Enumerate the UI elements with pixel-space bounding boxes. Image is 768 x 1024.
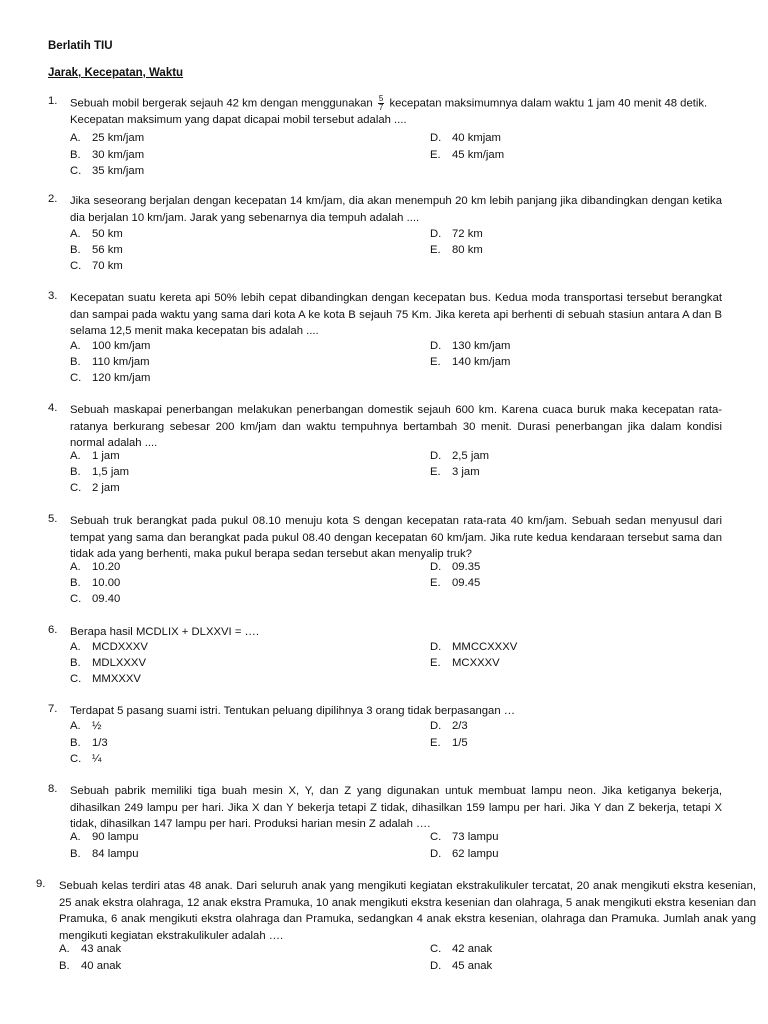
option-b[interactable] — [70, 464, 129, 480]
option-text: 50 km — [92, 228, 123, 240]
option-letter: C. — [70, 372, 82, 384]
question-number: 8. — [48, 783, 58, 795]
option-text: 25 km/jam — [92, 132, 145, 144]
question-text-part: Sebuah mobil bergerak sejauh 42 km dengan menggunakan — [70, 97, 373, 110]
option-text: 45 km/jam — [452, 149, 505, 161]
option-text: ½ — [92, 720, 102, 732]
option-letter: A. — [70, 228, 81, 240]
option-b[interactable] — [70, 735, 108, 751]
option-b[interactable] — [70, 242, 123, 258]
option-text: 40 anak — [81, 960, 122, 972]
option-text: 43 anak — [81, 943, 122, 955]
option-e[interactable] — [430, 575, 480, 591]
question-text: Terdapat 5 pasang suami istri. Tentukan peluang dipilihnya 3 orang tidak berpasangan … — [70, 705, 516, 717]
option-text: 10.20 — [92, 561, 121, 573]
option-letter: E. — [430, 466, 441, 478]
option-e[interactable] — [430, 735, 468, 751]
section-title: Jarak, Kecepatan, Waktu — [48, 67, 184, 79]
option-text: 70 km — [92, 260, 123, 272]
option-letter: A. — [59, 943, 70, 955]
option-letter: D. — [430, 641, 442, 653]
option-d[interactable] — [430, 559, 480, 575]
option-text: 2,5 jam — [452, 450, 490, 462]
document-title: Berlatih TIU — [48, 40, 113, 52]
option-text: 09.35 — [452, 561, 481, 573]
option-letter: A. — [70, 641, 81, 653]
option-a[interactable] — [70, 338, 150, 354]
option-d[interactable] — [430, 958, 492, 974]
option-text: 35 km/jam — [92, 165, 145, 177]
option-letter: C. — [70, 593, 82, 605]
option-b[interactable] — [59, 958, 121, 974]
option-letter: B. — [70, 737, 81, 749]
question-text: Sebuah maskapai penerbangan melakukan penerbangan domestik sejauh 600 km. Karena cuaca buruk maka kecepatan rata-ratanya berkurang sebesar 200 km/jam dan waktu tempuhnya bertambah 30 menit. Durasi penerbangan jika dalam kondisi normal adalah .... — [70, 404, 722, 449]
option-letter: D. — [430, 132, 442, 144]
option-a[interactable] — [70, 639, 148, 655]
option-e[interactable] — [430, 655, 500, 671]
option-text: 3 jam — [452, 466, 480, 478]
question-text: Sebuah kelas terdiri atas 48 anak. Dari seluruh anak yang mengikuti kegiatan ekstrakulikuler tercatat, 20 anak mengikuti ekstra kesenian, 25 anak ekstra olahraga, 12 anak ekstra Pramuka, 10 anak mengikuti ekstra kesenian dan olahraga, 5 anak mengikuti ekstra kesenian dan Pramuka, 6 anak mengikuti ekstra olahraga dan Pramuka, sedangkan 4 anak ekstra kesenian, olahraga dan Pramuka. Jumlah anak yang mengikuti kegiatan ekstrakulikuler adalah …. — [59, 880, 756, 942]
option-a[interactable] — [70, 130, 144, 146]
option-text: MMXXXV — [92, 673, 141, 685]
option-letter: D. — [430, 450, 442, 462]
option-e[interactable] — [430, 147, 504, 163]
option-text: 56 km — [92, 244, 123, 256]
option-b[interactable] — [70, 575, 120, 591]
option-text: 09.40 — [92, 593, 121, 605]
option-text: 1/5 — [452, 737, 468, 749]
question-text: Sebuah pabrik memiliki tiga buah mesin X, Y, dan Z yang digunakan untuk membuat lampu neon. Jika ketiganya bekerja, dihasilkan 249 lampu per hari. Jika X dan Y bekerja tetapi Z tidak, dihasilkan 159 lampu per hari. Jika Y dan Z bekerja, tetapi X tidak, dihasilkan 147 lampu per hari. Produksi harian mesin Z adalah …. — [70, 785, 722, 830]
question-text: Kecepatan suatu kereta api 50% lebih cepat dibandingkan dengan kecepatan bus. Kedua moda transportasi tersebut berangkat dan sampai pada waktu yang sama dari kota A ke kota B sejauh 75 Km. Jika kereta api berhenti di sebuah stasiun antara A dan B selama 12,5 menit maka kecepatan bis adalah .... — [70, 292, 722, 337]
option-text: 62 lampu — [452, 848, 499, 860]
option-letter: D. — [430, 848, 442, 860]
question-text — [70, 95, 768, 129]
option-letter: E. — [430, 657, 441, 669]
fraction-numerator: 5 — [378, 94, 384, 103]
question-number: 4. — [48, 402, 58, 414]
option-b[interactable] — [70, 147, 144, 163]
fraction-denominator: 7 — [378, 103, 384, 112]
question-text-part: kecepatan maksimumnya dalam waktu 1 jam 40 menit 48 detik. — [389, 97, 708, 110]
option-letter: C. — [430, 943, 442, 955]
question-number: 7. — [48, 703, 58, 715]
option-text: 130 km/jam — [452, 340, 511, 352]
option-b[interactable] — [70, 846, 138, 862]
option-text: 2 jam — [92, 482, 120, 494]
question-number: 5. — [48, 513, 58, 525]
option-text: 09.45 — [452, 577, 481, 589]
option-letter: E. — [430, 737, 441, 749]
option-text: MCXXXV — [452, 657, 500, 669]
option-text: 140 km/jam — [452, 356, 511, 368]
question-number: 1. — [48, 95, 58, 107]
option-c[interactable] — [70, 370, 150, 386]
option-text: 45 anak — [452, 960, 493, 972]
option-text: 1,5 jam — [92, 466, 130, 478]
option-e[interactable] — [430, 242, 483, 258]
option-letter: C. — [70, 165, 82, 177]
option-letter: B. — [70, 149, 81, 161]
option-c[interactable] — [70, 163, 144, 179]
option-text: 42 anak — [452, 943, 493, 955]
option-letter: E. — [430, 244, 441, 256]
option-text: MMCCXXXV — [452, 641, 518, 653]
option-text: 72 km — [452, 228, 483, 240]
option-text: MCDXXXV — [92, 641, 148, 653]
fraction — [378, 95, 384, 112]
option-letter: E. — [430, 149, 441, 161]
option-letter: A. — [70, 831, 81, 843]
option-text: 73 lampu — [452, 831, 499, 843]
option-letter: B. — [59, 960, 70, 972]
option-text: 120 km/jam — [92, 372, 151, 384]
option-c[interactable] — [70, 671, 141, 687]
option-text: 80 km — [452, 244, 483, 256]
question-text: Berapa hasil MCDLIX + DLXXVI = …. — [70, 626, 259, 638]
option-a[interactable] — [70, 559, 120, 575]
option-letter: B. — [70, 577, 81, 589]
option-letter: D. — [430, 340, 442, 352]
option-letter: D. — [430, 228, 442, 240]
option-letter: C. — [70, 260, 82, 272]
option-c[interactable] — [70, 258, 123, 274]
option-text: 90 lampu — [92, 831, 139, 843]
option-text: 84 lampu — [92, 848, 139, 860]
option-d[interactable] — [430, 226, 483, 242]
option-d[interactable] — [430, 846, 498, 862]
question-text-part: Kecepatan maksimum yang dapat dicapai mobil tersebut adalah .... — [70, 114, 407, 126]
option-e[interactable] — [430, 464, 480, 480]
option-letter: D. — [430, 561, 442, 573]
question-text: Jika seseorang berjalan dengan kecepatan 14 km/jam, dia akan menempuh 20 km lebih panjang jika dibandingkan dengan ketika dia berjalan 10 km/jam. Jarak yang sebenarnya dia tempuh adalah .... — [70, 195, 722, 224]
option-e[interactable] — [430, 354, 510, 370]
option-letter: A. — [70, 132, 81, 144]
option-text: 2/3 — [452, 720, 468, 732]
option-letter: B. — [70, 848, 81, 860]
option-d[interactable] — [430, 338, 510, 354]
option-text: 100 km/jam — [92, 340, 151, 352]
option-a[interactable] — [70, 226, 123, 242]
option-a[interactable] — [59, 941, 121, 957]
option-d[interactable] — [430, 718, 468, 734]
option-b[interactable] — [70, 354, 150, 370]
option-letter: A. — [70, 340, 81, 352]
option-letter: C. — [70, 753, 82, 765]
option-b[interactable] — [70, 655, 146, 671]
option-a[interactable] — [70, 718, 101, 734]
option-d[interactable] — [430, 448, 489, 464]
option-letter: B. — [70, 244, 81, 256]
option-d[interactable] — [430, 130, 501, 146]
question-text: Sebuah truk berangkat pada pukul 08.10 menuju kota S dengan kecepatan rata-rata 40 km/jam. Sebuah sedan menyusul dari tempat yang sama dan berangkat pada pukul 08.40 dengan kecepatan 60 km/jam. Jika rute kedua kendaraan tersebut sama dan tidak ada yang berhenti, maka pukul berapa sedan tersebut akan menyalip truk? — [70, 515, 722, 560]
option-letter: D. — [430, 720, 442, 732]
option-d[interactable] — [430, 639, 517, 655]
option-letter: C. — [70, 673, 82, 685]
option-letter: B. — [70, 466, 81, 478]
question-number: 2. — [48, 193, 58, 205]
option-letter: E. — [430, 577, 441, 589]
option-text: 40 kmjam — [452, 132, 501, 144]
option-c[interactable] — [430, 829, 498, 845]
option-c[interactable] — [70, 751, 101, 767]
option-letter: B. — [70, 657, 81, 669]
option-text: 30 km/jam — [92, 149, 145, 161]
option-text: ¼ — [92, 753, 102, 765]
option-text: 10.00 — [92, 577, 121, 589]
question-number: 9. — [36, 878, 46, 890]
option-c[interactable] — [70, 591, 120, 607]
option-text: MDLXXXV — [92, 657, 146, 669]
option-letter: C. — [430, 831, 442, 843]
option-letter: A. — [70, 720, 81, 732]
option-letter: A. — [70, 450, 81, 462]
option-text: 110 km/jam — [92, 356, 150, 368]
option-c[interactable] — [430, 941, 492, 957]
question-number: 3. — [48, 290, 58, 302]
option-letter: D. — [430, 960, 442, 972]
option-a[interactable] — [70, 448, 120, 464]
option-letter: A. — [70, 561, 81, 573]
option-letter: B. — [70, 356, 81, 368]
option-text: 1 jam — [92, 450, 120, 462]
option-text: 1/3 — [92, 737, 108, 749]
option-c[interactable] — [70, 480, 120, 496]
question-number: 6. — [48, 624, 58, 636]
option-letter: C. — [70, 482, 82, 494]
option-letter: E. — [430, 356, 441, 368]
option-a[interactable] — [70, 829, 138, 845]
